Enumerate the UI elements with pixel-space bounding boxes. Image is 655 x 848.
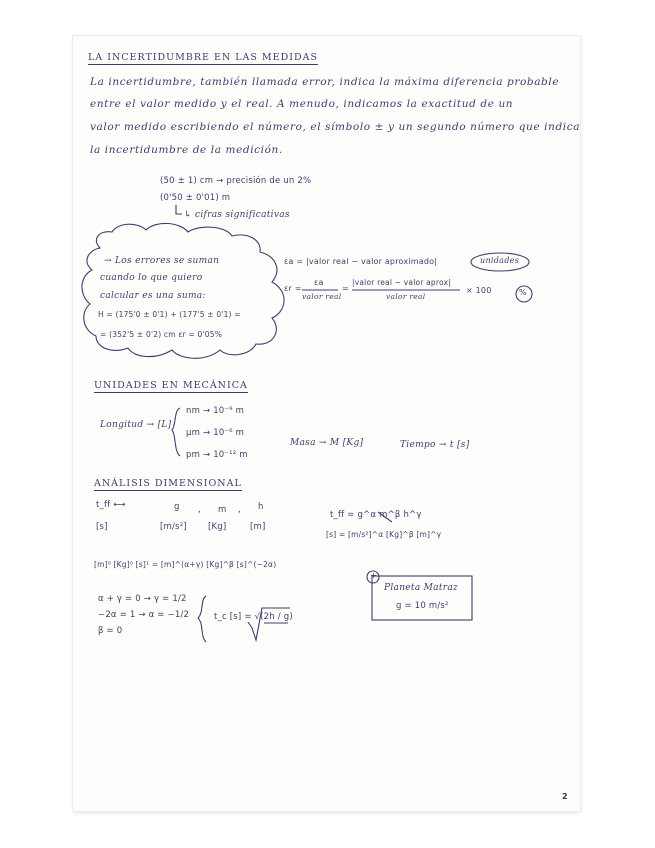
dim-var-tff: t_ff ⟷: [96, 500, 126, 510]
longitud-nm: nm → 10⁻⁹ m: [186, 406, 245, 416]
relative-tag: %: [519, 288, 527, 297]
tiempo-unit: Tiempo → t [s]: [400, 440, 470, 450]
relative-equals: =: [342, 284, 349, 293]
plus-icon: +: [370, 571, 377, 580]
example-note: ↳ cifras significativas: [184, 210, 290, 220]
dim-comma-2: ,: [238, 505, 241, 515]
dim-var-m: m: [218, 505, 227, 515]
dim-unit-m: [m]: [250, 522, 266, 532]
example-line-1: (50 ± 1) cm → precisión de un 2%: [160, 176, 312, 186]
tff-units: [s] = [m/s²]^α [Kg]^β [m]^γ: [326, 530, 442, 539]
longitud-pm: pm → 10⁻¹² m: [186, 450, 248, 460]
absolute-error: εa = |valor real − valor aproximado|: [284, 257, 438, 266]
relative-num: |valor real − valor aprox|: [352, 278, 451, 287]
relative-times: × 100: [466, 286, 492, 295]
longitud-brace: [172, 408, 180, 456]
dim-title: ANÁLISIS DIMENSIONAL: [94, 478, 242, 489]
intro-line-4: la incertidumbre de la medición.: [90, 144, 283, 156]
cloud-line-3: calcular es una suma:: [100, 291, 206, 301]
cloud-line-1: → Los errores se suman: [104, 256, 220, 266]
example-hook: [176, 205, 182, 214]
dim-unit-s: [s]: [96, 522, 108, 532]
cloud-line-2: cuando lo que quiero: [100, 273, 203, 283]
dim-unit-kg: [Kg]: [208, 522, 227, 532]
system-line-2: −2α = 1 → α = −1/2: [98, 610, 190, 620]
system-brace: [198, 596, 206, 642]
tc-result: t_c [s] = √(2h / g): [214, 612, 293, 622]
relative-frac-num: εa: [314, 278, 324, 287]
system-line-3: β = 0: [98, 626, 123, 636]
page-number: 2: [562, 792, 568, 801]
relative-frac-den: valor real: [302, 292, 342, 301]
page-title: LA INCERTIDUMBRE EN LAS MEDIDAS: [88, 52, 318, 63]
planet-title: Planeta Matraz: [384, 583, 459, 593]
dim-comma-1: ,: [198, 505, 201, 515]
dim-var-h: h: [258, 502, 264, 512]
tff-expression: t_ff = g^α m^β h^γ: [330, 510, 422, 520]
example-line-2: (0'50 ± 0'01) m: [160, 193, 231, 203]
intro-line-1: La incertidumbre, también llamada error, indica la máxima diferencia probable: [90, 76, 560, 88]
intro-line-3: valor medido escribiendo el número, el símbolo ± y un segundo número que indica: [90, 121, 581, 133]
cloud-line-4: H = (175'0 ± 0'1) + (177'5 ± 0'1) =: [98, 310, 241, 319]
absolute-error-tag: unidades: [480, 256, 520, 265]
dim-unit-ms2: [m/s²]: [160, 522, 187, 532]
dim-equation: [m]⁰ [Kg]⁰ [s]¹ = [m]^(α+γ) [Kg]^β [s]^(−2α): [94, 560, 277, 569]
longitud-label: Longitud → [L]: [100, 420, 172, 430]
cloud-line-5: = (352'5 ± 0'2) cm εr = 0'05%: [100, 330, 223, 339]
relative-den: valor real: [386, 292, 426, 301]
planet-gravity: g = 10 m/s²: [396, 601, 449, 611]
system-line-1: α + γ = 0 → γ = 1/2: [98, 594, 187, 604]
intro-line-2: entre el valor medido y el real. A menudo, indicamos la exactitud de un: [90, 98, 514, 110]
relative-error-lhs: εr =: [284, 284, 302, 293]
units-title: UNIDADES EN MECÁNICA: [94, 380, 248, 391]
masa-unit: Masa → M [Kg]: [290, 438, 364, 448]
longitud-um: μm → 10⁻⁶ m: [186, 428, 245, 438]
dim-var-g: g: [174, 502, 180, 512]
